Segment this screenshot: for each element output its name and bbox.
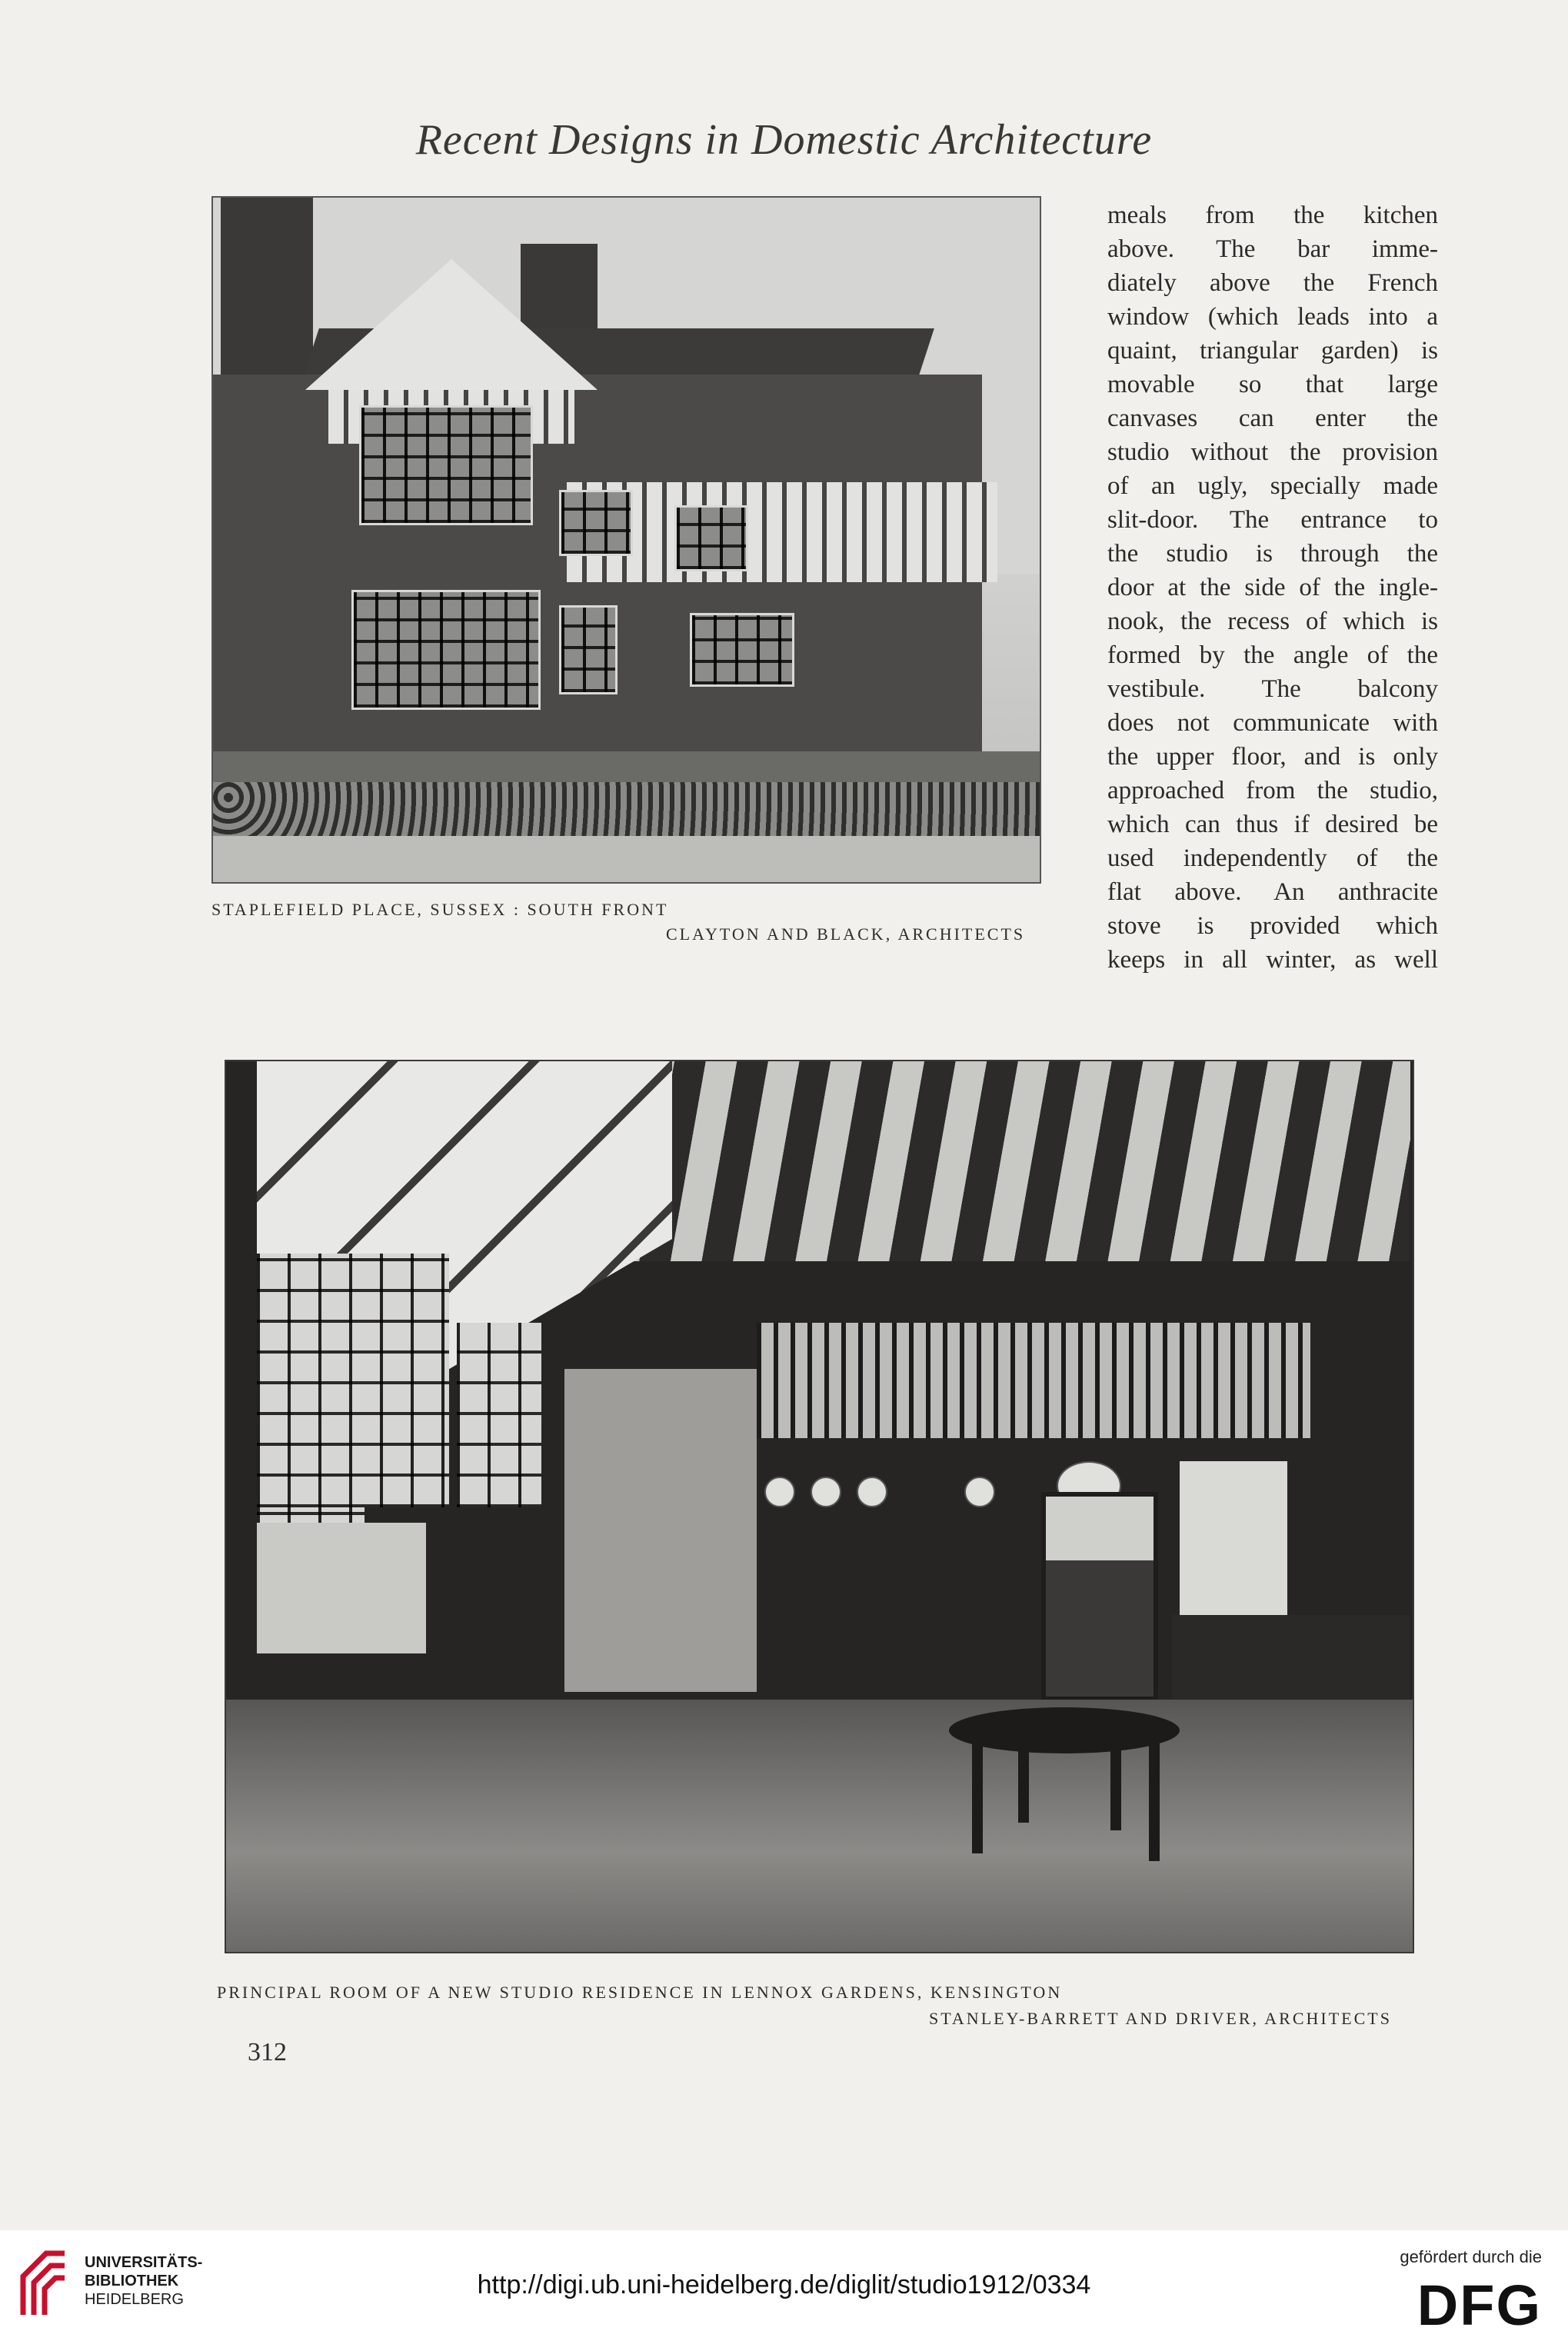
body-text-line: approached from the studio, [1107, 777, 1438, 804]
body-text-line: slit-door. The entrance to [1107, 506, 1438, 534]
body-text-line: meals from the kitchen [1107, 201, 1438, 229]
table-leg [1149, 1738, 1160, 1861]
floorboards [226, 1700, 1413, 1953]
window [351, 590, 541, 710]
window [559, 605, 618, 694]
body-text-line: used independently of the [1107, 844, 1438, 872]
interior-door [1041, 1492, 1158, 1701]
flower-border [213, 782, 1040, 844]
running-title: Recent Designs in Domestic Architecture [415, 116, 1153, 164]
gable [305, 259, 598, 390]
gallery-balustrade [757, 1323, 1310, 1438]
chimney [221, 198, 313, 398]
library-name-line: BIBLIOTHEK [85, 2273, 179, 2289]
library-name-line: UNIVERSITÄTS- [85, 2254, 203, 2271]
body-text-line: of an ugly, specially made [1107, 472, 1438, 500]
table-leg [1018, 1738, 1029, 1823]
window [359, 405, 533, 525]
body-text-line: flat above. An anthracite [1107, 878, 1438, 906]
decorative-plate [811, 1477, 841, 1507]
tall-window [257, 1254, 449, 1507]
body-text-line: studio without the provision [1107, 438, 1438, 466]
library-name-line: HEIDELBERG [85, 2291, 184, 2308]
window [690, 613, 794, 687]
body-text-column [1107, 198, 1438, 977]
body-text-line: nook, the recess of which is [1107, 608, 1438, 635]
decorative-plate [764, 1477, 795, 1507]
figure1-caption-title: STAPLEFIELD PLACE, SUSSEX : SOUTH FRONT [211, 900, 669, 919]
digitization-footer [0, 2230, 1568, 2341]
tall-window [457, 1323, 541, 1507]
photo-staplefield-place [211, 196, 1041, 884]
body-text-line: which can thus if desired be [1107, 811, 1438, 838]
body-text-line: stove is provided which [1107, 912, 1438, 940]
body-text-line: does not communicate with [1107, 709, 1438, 737]
body-text-line: door at the side of the ingle- [1107, 574, 1438, 601]
decorative-plate [857, 1477, 887, 1507]
figure1-caption-credit: CLAYTON AND BLACK, ARCHITECTS [666, 924, 1026, 944]
body-text-line: the studio is through the [1107, 540, 1438, 568]
body-text-line: formed by the angle of the [1107, 641, 1438, 669]
body-text-line: diately above the French [1107, 269, 1438, 297]
window [674, 505, 748, 571]
body-text-line: above. The bar imme- [1107, 235, 1438, 263]
page-number: 312 [248, 2038, 287, 2066]
body-text-line: vestibule. The balcony [1107, 675, 1438, 703]
body-text-line: canvases can enter the [1107, 405, 1438, 432]
funding-label: gefördert durch die [1400, 2247, 1542, 2266]
window [559, 490, 633, 556]
body-text-line: quaint, triangular garden) is [1107, 337, 1438, 365]
figure2-caption-credit: STANLEY-BARRETT AND DRIVER, ARCHITECTS [929, 2009, 1392, 2028]
table-leg [1110, 1738, 1121, 1830]
decorative-plate [964, 1477, 995, 1507]
garden-path [213, 836, 1040, 882]
body-text-line: window (which leads into a [1107, 303, 1438, 331]
wall-panel-light [1180, 1461, 1287, 1615]
gate-leg-table [949, 1707, 1180, 1753]
permalink-url[interactable]: http://digi.ub.uni-heidelberg.de/diglit/studio1912/0334 [477, 2270, 1091, 2299]
body-text-line: the upper floor, and is only [1107, 743, 1438, 771]
figure2-caption-title: PRINCIPAL ROOM OF A NEW STUDIO RESIDENCE IN LENNOX GARDENS, KENSINGTON [217, 1983, 1063, 2002]
photo-studio-interior [225, 1060, 1414, 1953]
dfg-logo: DFG [1417, 2273, 1542, 2337]
chimney-breast [564, 1369, 757, 1692]
body-text-line: movable so that large [1107, 371, 1438, 398]
table-leg [972, 1738, 983, 1853]
window-curtains [257, 1523, 426, 1653]
body-text-line: keeps in all winter, as well [1107, 946, 1438, 974]
